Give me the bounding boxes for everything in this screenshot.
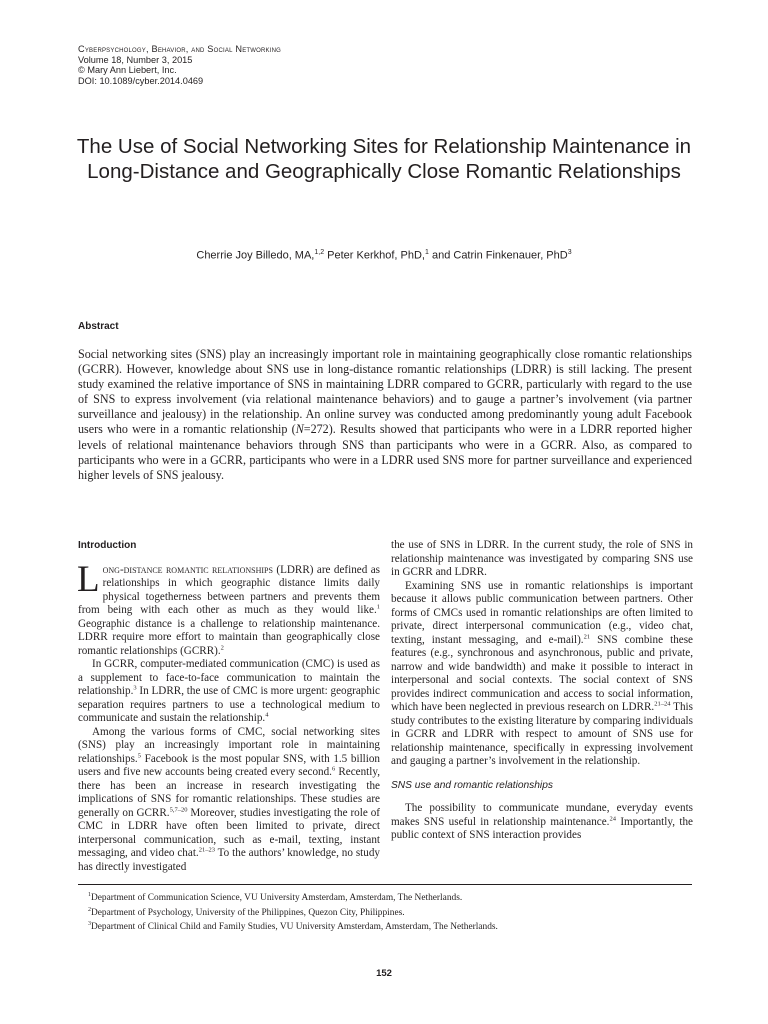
- reference-mark[interactable]: 4: [265, 711, 269, 719]
- footnote: [88, 905, 498, 920]
- author-name: Peter Kerkhof, PhD,: [324, 249, 425, 262]
- introduction-heading: Introduction: [78, 540, 137, 551]
- intro-paragraph: [78, 726, 380, 875]
- intro-paragraph: the use of SNS in LDRR. In the current study, the role of SNS in relationship maintenance was investigated by comparing SNS use in GCRR and LDRR.: [391, 539, 693, 579]
- abstract-heading: Abstract: [78, 321, 119, 332]
- paragraph-text: (LDRR) are defined as relationships in which geographic distance limits daily physical togetherness between partners and prevents them from being with each other as much as they would like.: [78, 563, 381, 617]
- reference-mark[interactable]: 21–23: [198, 846, 215, 854]
- paragraph-text: Importantly, the public context of SNS interaction provides: [391, 815, 693, 842]
- section-subheading: SNS use and romantic relationships: [391, 779, 553, 791]
- paragraph-text: Moreover, studies investigating the role of CMC in LDRR have often been limited to private, direct interpersonal communication, such as e-mail, texting, instant messaging, and video chat.: [78, 806, 381, 860]
- author-name: Cherrie Joy Billedo, MA,: [196, 249, 315, 262]
- abstract-n-label: N: [295, 422, 304, 437]
- footnote-mark: 1: [88, 892, 91, 898]
- footnote-mark: 2: [88, 906, 91, 913]
- paragraph-text: In GCRR, computer-mediated communication (CMC) is used as a supplement to face-to-face communication to maintain the relationship.: [78, 658, 380, 698]
- journal-name: Cyberpsychology, Behavior, and Social Networking: [78, 44, 282, 54]
- page-number: 152: [376, 968, 392, 979]
- reference-mark[interactable]: 21: [583, 632, 591, 640]
- footnote: [88, 919, 498, 934]
- paragraph-text: Facebook is the most popular SNS, with 1.5 billion users and five new accounts being created every second.: [78, 752, 380, 779]
- footnote-divider: [78, 884, 692, 885]
- paragraph-text: The possibility to communicate mundane, everyday events makes SNS useful in relationship maintenance.: [391, 802, 693, 828]
- intro-paragraph: [78, 658, 380, 726]
- footnote: [88, 890, 498, 905]
- intro-paragraph: [391, 580, 693, 769]
- journal-copyright: © Mary Ann Liebert, Inc.: [78, 65, 177, 76]
- footnote-mark: 3: [88, 921, 91, 928]
- paragraph-text: This study contributes to the existing literature by comparing individuals in GCRR and LDRR with respect to amount of SNS use for relationship maintenance, specifically in expressing involvement and gauging a partner’s involvement in the relationship.: [391, 701, 693, 768]
- paragraph-text: Geographic distance is a challenge to relationship maintenance. LDRR require more effort to maintain than geographically close romantic relationships (GCRR).: [78, 617, 380, 657]
- paragraph-text: Recently, there has been an increase in research investigating the implications of SNS for romantic relationships. These studies are generally on GCRR.: [78, 766, 380, 819]
- reference-mark[interactable]: 5: [137, 752, 141, 760]
- author-list: [60, 249, 708, 262]
- footnotes: [88, 890, 498, 934]
- reference-mark[interactable]: 2: [220, 643, 224, 651]
- abstract-text: Social networking sites (SNS) play an increasingly important role in maintaining geographically close romantic relationships (GCRR). However, knowledge about SNS use in long-distance romantic relationships (LDRR) is still lacking. The present study examined the relative importance of SNS in maintaining LDRR compared to GCRR, particularly with regard to the use of SNS to express involvement (via relational maintenance behaviors) and to gauge a partner’s involvement (via partner surveillance and jealousy) in the relationship. An online survey was conducted among predominantly young adult Facebook users who were in a romantic relationship (: [78, 347, 692, 437]
- paragraph-text: Among the various forms of CMC, social networking sites (SNS) play an increasingly important role in maintaining relationships.: [78, 725, 380, 765]
- author-affiliation: 1,2: [314, 249, 325, 256]
- paragraph-text: SNS combine these features (e.g., synchronous and asynchronous, public and private, narrow and wide bandwidth) and make it possible to interact in interpersonal and social contexts. The social context of SNS provides indirect communication and access to social information, which have been neglected in previous research on LDRR.: [391, 633, 694, 714]
- lead-in-text: ong-distance romantic relationships: [102, 563, 273, 576]
- footnote-text: Department of Clinical Child and Family Studies, VU University Amsterdam, Amsterdam, The Netherlands.: [91, 922, 498, 933]
- intro-paragraph: [77, 558, 381, 659]
- reference-mark[interactable]: 5,7–20: [169, 806, 188, 814]
- reference-mark[interactable]: 21–24: [654, 700, 671, 708]
- reference-mark[interactable]: 6: [331, 765, 336, 773]
- reference-mark[interactable]: 3: [133, 684, 137, 692]
- author-affiliation: 3: [567, 249, 572, 256]
- footnote-text: Department of Psychology, University of the Philippines, Quezon City, Philippines.: [91, 907, 405, 918]
- journal-info: [78, 44, 281, 86]
- paragraph-text: Examining SNS use in romantic relationships is important because it allows public communication between partners. Other forms of CMCs used in romantic relationships are often limited to private, direct interpersonal communication (e.g., video chat, texting, instant messaging, and e-mail).: [391, 579, 693, 646]
- abstract-body: [78, 347, 692, 483]
- paragraph-text: To the authors’ knowledge, no study has directly investigated: [78, 847, 380, 873]
- left-column: [78, 539, 380, 874]
- reference-mark[interactable]: 24: [609, 815, 616, 823]
- journal-volume: Volume 18, Number 3, 2015: [78, 54, 193, 65]
- drop-cap: L: [77, 558, 100, 600]
- journal-doi[interactable]: DOI: 10.1089/cyber.2014.0469: [78, 75, 204, 86]
- paragraph-text: In LDRR, the use of CMC is more urgent: geographic separation requires partners to use a technological medium to communicate and sustain the relationship.: [78, 685, 380, 725]
- paper-title: The Use of Social Networking Sites for Relationship Maintenance in Long-Distance and Geographically Close Romantic Relationships: [76, 135, 692, 183]
- footnote-text: Department of Communication Science, VU University Amsterdam, Amsterdam, The Netherlands.: [91, 893, 463, 904]
- reference-mark[interactable]: 1: [376, 603, 380, 611]
- author-affiliation: 1: [425, 249, 429, 256]
- author-name: and Catrin Finkenauer, PhD: [428, 249, 568, 262]
- right-column: [391, 539, 693, 843]
- section-paragraph: [391, 802, 693, 843]
- abstract-text: =272). Results showed that participants who were in a LDRR reported higher levels of relational maintenance behaviors through SNS than participants who were in a GCRR. Also, as compared to participants who were in a GCRR, participants who were in a LDRR used SNS more for partner surveillance and experienced higher levels of SNS jealousy.: [78, 422, 692, 482]
